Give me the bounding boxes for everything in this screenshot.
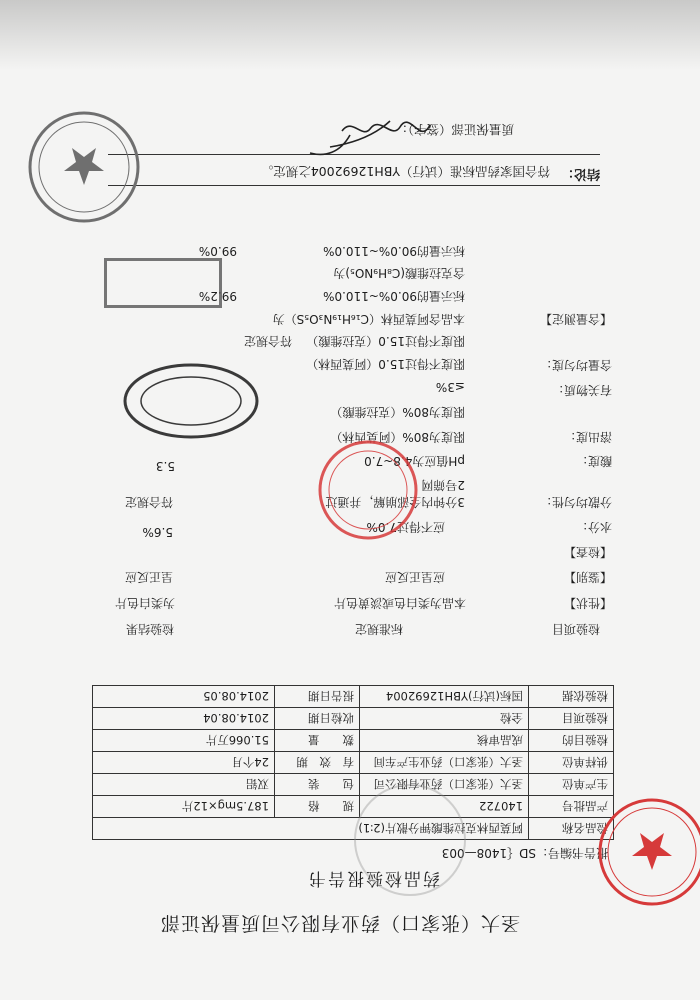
result-standard: 本品为类白色或淡黄色片 (333, 596, 466, 610)
result-value: 为类白色片 (114, 596, 175, 610)
quality-inspection-stamp (316, 438, 420, 542)
cell-value: 24个月 (93, 752, 275, 774)
cell-label: 供样单位 (529, 752, 614, 774)
cell-value: 2014.08.05 (93, 686, 275, 708)
cell-value: 187.5mg×12片 (93, 796, 275, 818)
col-header-result: 检验结果 (125, 622, 174, 636)
cell-value: 双铝 (93, 774, 275, 796)
result-standard: 标示量的90.0%~110.0% (323, 289, 465, 303)
result-item: 【含量测定】 (539, 312, 612, 326)
qa-gray-round-stamp (26, 109, 142, 225)
result-standard: 限度不得过15.0（克拉维酸） (306, 334, 465, 348)
report-title: 药品检验报告书 (307, 868, 440, 888)
cell-value: 140722 (360, 796, 529, 818)
result-value: 99.0% (198, 244, 237, 258)
result-value: 符合规定 (243, 334, 292, 348)
result-item: 溶出度： (563, 430, 612, 444)
report-number: 报告书编号：SD｛1408—003 (441, 846, 608, 860)
table-row (93, 730, 614, 752)
cell-value: 阿莫西林克拉维酸钾分散片(2∶1) (93, 818, 529, 840)
divider-line (108, 185, 600, 186)
result-standard: 3分钟内全部崩解，并通过 (325, 495, 465, 509)
handwritten-signature (280, 95, 450, 165)
table-row (93, 708, 614, 730)
result-standard: 应不得过7.0% (366, 520, 445, 534)
result-value: 99.2% (198, 289, 237, 303)
result-standard: 含克拉维酸(C₈H₉NO₅)为 (333, 266, 465, 280)
cell-label: 检验依据 (529, 686, 614, 708)
result-item: 水分： (575, 520, 612, 534)
company-oval-stamp (122, 362, 260, 440)
table-row (93, 686, 614, 708)
result-item: 【性状】 (563, 596, 612, 610)
result-standard: 限度为80%（克拉维酸） (330, 405, 465, 419)
cell-label: 有 效 期 (275, 752, 360, 774)
conclusion-text: 符合国家药品标准（试行）YBH12692004之规定。 (260, 164, 550, 179)
company-title: 圣大（张家口）药业有限公司质量保证部 (159, 912, 520, 934)
result-item: 含量均匀度： (539, 358, 612, 372)
cell-label: 报告日期 (275, 686, 360, 708)
result-standard: 限度为80%（阿莫西林） (330, 430, 465, 444)
cell-value: 圣大（张家口）药业生产车间 (360, 752, 529, 774)
qa-department-stamp (596, 796, 700, 908)
cell-label: 检验项目 (529, 708, 614, 730)
cell-label: 收检日期 (275, 708, 360, 730)
result-item: 分散均匀性： (539, 495, 612, 509)
conclusion-label: 结论： (560, 166, 600, 181)
result-value: 5.3 (155, 459, 175, 473)
result-item: 有关物质： (551, 383, 612, 397)
cell-value: 圣大（张家口）药业有限公司 (360, 774, 529, 796)
cell-label: 检验目的 (529, 730, 614, 752)
result-standard: ≤3% (435, 380, 465, 394)
result-value: 5.6% (142, 525, 173, 539)
cell-value: 成品审核 (360, 730, 529, 752)
cell-value: 51.066万片 (93, 730, 275, 752)
release-rect-stamp (104, 258, 222, 308)
cell-label: 产品批号 (529, 796, 614, 818)
col-header-standard: 标准规定 (354, 622, 403, 636)
result-item: 【鉴别】 (563, 570, 612, 584)
cell-label: 包 装 (275, 774, 360, 796)
table-row (93, 752, 614, 774)
result-standard: 本品含阿莫西林（C₁₆H₁₉N₃O₅S）为 (272, 312, 465, 326)
cell-value: 2014.08.04 (93, 708, 275, 730)
signature-label: 质量保证部（签字）： (395, 122, 514, 137)
result-item: 酸度： (575, 454, 612, 468)
cell-value: 全检 (360, 708, 529, 730)
result-standard: 标示量的90.0%~110.0% (323, 244, 465, 258)
col-header-item: 检验项目 (551, 622, 600, 636)
cell-value: 国标(试行)YBH12692004 (360, 686, 529, 708)
faint-stamp-impression (350, 780, 470, 900)
cell-label: 生产单位 (529, 774, 614, 796)
result-standard: 2号筛网 (421, 478, 465, 492)
result-standard: 限度不得过15.0（阿莫西林） (306, 357, 465, 371)
cell-label: 检品名称 (529, 818, 614, 840)
cell-label: 数 量 (275, 730, 360, 752)
cell-label: 规 格 (275, 796, 360, 818)
result-value: 呈正反应 (124, 570, 173, 584)
result-value: 符合规定 (124, 495, 173, 509)
result-standard: 应呈正反应 (384, 570, 445, 584)
result-standard: pH值应为4.8~7.0 (364, 454, 465, 468)
result-item: 【检查】 (563, 545, 612, 559)
